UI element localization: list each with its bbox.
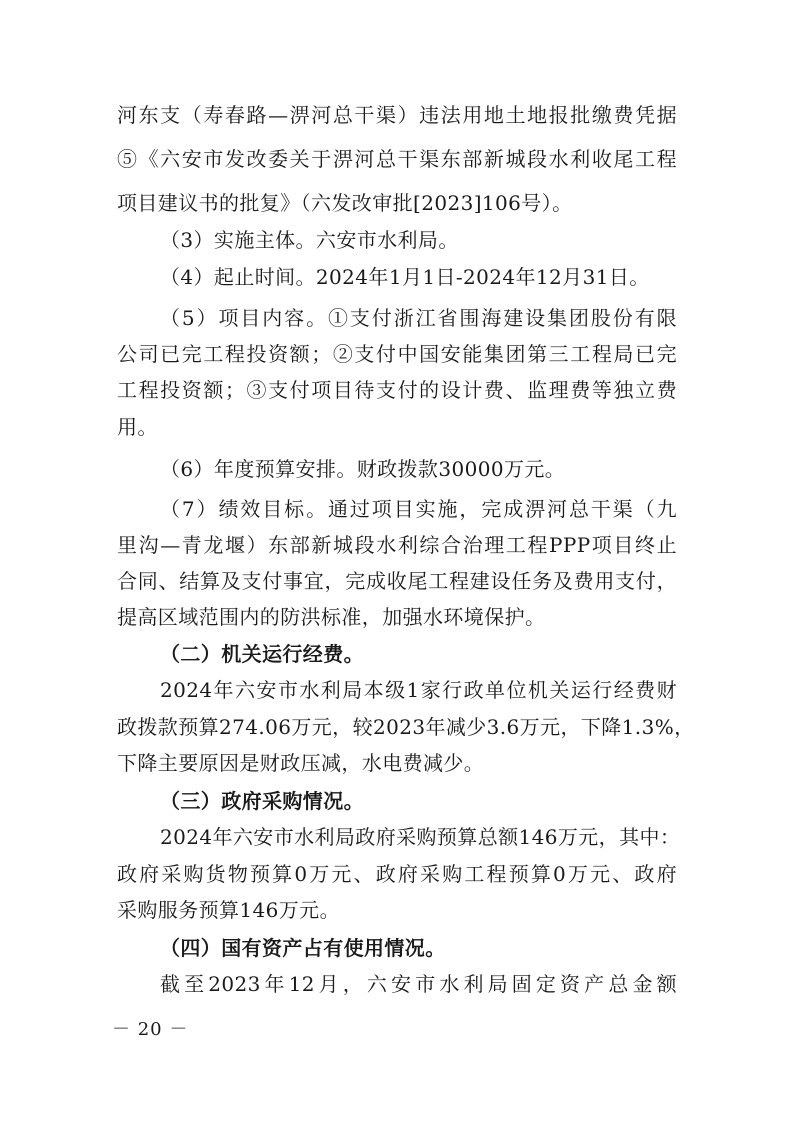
paragraph-line: 用。 xyxy=(117,415,158,439)
paragraph-line: （5）项目内容。①支付浙江省围海建设集团股份有限 xyxy=(160,306,677,330)
paragraph-line: （6）年度预算安排。财政拨款30000万元。 xyxy=(160,457,566,481)
paragraph-line: 下降主要原因是财政压减，水电费减少。 xyxy=(117,751,485,775)
section-heading: （二）机关运行经费。 xyxy=(160,642,364,666)
paragraph-line: 公司已完工程投资额；②支付中国安能集团第三工程局已完 xyxy=(117,342,677,366)
paragraph-line: 政府采购货物预算0万元、政府采购工程预算0万元、政府 xyxy=(117,862,677,886)
paragraph-line: 合同、结算及支付事宜，完成收尾工程建设任务及费用支付， xyxy=(117,569,677,593)
section-heading: （三）政府采购情况。 xyxy=(160,789,364,813)
paragraph-line: 里沟—青龙堰）东部新城段水利综合治理工程PPP项目终止 xyxy=(117,533,677,557)
paragraph-line: ⑤《六安市发改委关于淠河总干渠东部新城段水利收尾工程 xyxy=(117,147,677,171)
paragraph-line: 2024年六安市水利局政府采购预算总额146万元，其中： xyxy=(160,825,681,849)
paragraph-line: （3）实施主体。六安市水利局。 xyxy=(160,228,459,252)
paragraph-line: 河东支（寿春路—淠河总干渠）违法用地土地报批缴费凭据 xyxy=(117,103,677,127)
page-number: － 20 － xyxy=(112,1019,189,1040)
paragraph-line: 工程投资额；③支付项目待支付的设计费、监理费等独立费 xyxy=(117,378,677,402)
paragraph-line: （4）起止时间。2024年1月1日-2024年12月31日。 xyxy=(160,265,650,289)
paragraph-line: 截至2023年12月，六安市水利局固定资产总金额 xyxy=(160,972,677,996)
paragraph-line: 政拨款预算274.06万元，较2023年减少3.6万元，下降1.3%， xyxy=(117,715,695,739)
paragraph-line: 2024年六安市水利局本级1家行政单位机关运行经费财 xyxy=(160,678,677,702)
paragraph-line: （7）绩效目标。通过项目实施，完成淠河总干渠（九 xyxy=(160,497,677,521)
paragraph-line: 项目建议书的批复》（六发改审批[2023]106号）。 xyxy=(117,191,573,215)
paragraph-line: 提高区域范围内的防洪标准，加强水环境保护。 xyxy=(117,605,546,629)
section-heading: （四）国有资产占有使用情况。 xyxy=(160,936,446,960)
paragraph-line: 采购服务预算146万元。 xyxy=(117,898,340,922)
